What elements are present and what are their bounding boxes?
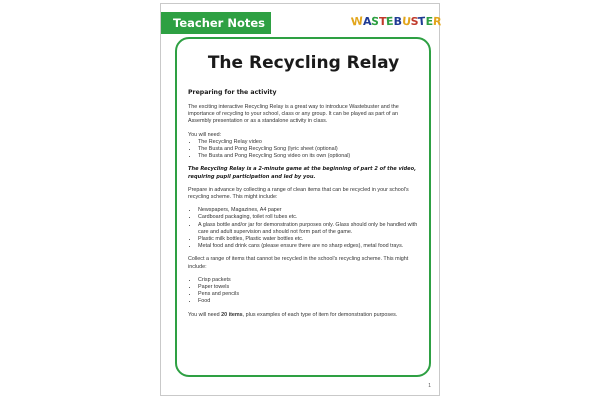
prepare-paragraph: Prepare in advance by collecting a range of clean items that can be recycled in your school's recycling scheme. This might include: bbox=[188, 186, 409, 201]
closing-paragraph bbox=[188, 312, 419, 319]
non-recyclable-items-list bbox=[188, 277, 419, 306]
closing-bold: 20 items bbox=[221, 311, 243, 318]
document-page bbox=[160, 3, 440, 396]
list-item: • Food bbox=[198, 298, 419, 305]
list-item: • The Busta and Pong Recycling Song (lyric sheet (optional) bbox=[198, 146, 419, 153]
relay-note: The Recycling Relay is a 2-minute game at the beginning of part 2 of the video, requiring pupil participation and led by you. bbox=[188, 166, 417, 180]
you-will-need-label: You will need: bbox=[188, 131, 222, 138]
list-item: • Crisp packets bbox=[198, 277, 419, 284]
list-item: • The Recycling Relay video bbox=[198, 139, 419, 146]
content-card bbox=[175, 37, 431, 377]
recyclable-items-list bbox=[188, 207, 419, 250]
intro-paragraph: The exciting interactive Recycling Relay is a great way to introduce Wastebuster and the importance of recycling to your school, class or any group. It can be played as part of an Assembly presentation or as a standalone activity in class. bbox=[188, 104, 399, 125]
list-item: • Newspapers, Magazines, A4 paper bbox=[198, 207, 419, 214]
list-item: • Metal food and drink cans (please ensure there are no sharp edges), metal food trays. bbox=[198, 243, 419, 250]
list-item: • Cardboard packaging, toilet roll tubes etc. bbox=[198, 214, 419, 221]
non-recyclable-paragraph: Collect a range of items that cannot be recycled in the school's recycling scheme. This might include: bbox=[188, 256, 409, 270]
document-title: The Recycling Relay bbox=[207, 53, 400, 73]
list-item: • The Busta and Pong Recycling Song video on its own (optional) bbox=[198, 153, 419, 160]
list-item: • Pens and pencils bbox=[198, 291, 419, 298]
closing-prefix: You will need bbox=[188, 311, 222, 318]
list-item: • Paper towels bbox=[198, 284, 419, 291]
list-item: • A glass bottle and/or jar for demonstration purposes only. Glass should only be handled with care and adult supervision and should not form part of the game. bbox=[198, 222, 419, 236]
needs-list bbox=[188, 139, 419, 161]
section-heading: Preparing for the activity bbox=[188, 89, 277, 96]
wastebuster-logo: WASTEBUSTER bbox=[350, 14, 442, 29]
page-number: 1 bbox=[428, 383, 431, 389]
teacher-notes-tab: Teacher Notes bbox=[161, 12, 271, 34]
list-item: • Plastic milk bottles, Plastic water bottles etc. bbox=[198, 236, 419, 243]
closing-suffix: , plus examples of each type of item for demonstration purposes. bbox=[242, 311, 398, 318]
